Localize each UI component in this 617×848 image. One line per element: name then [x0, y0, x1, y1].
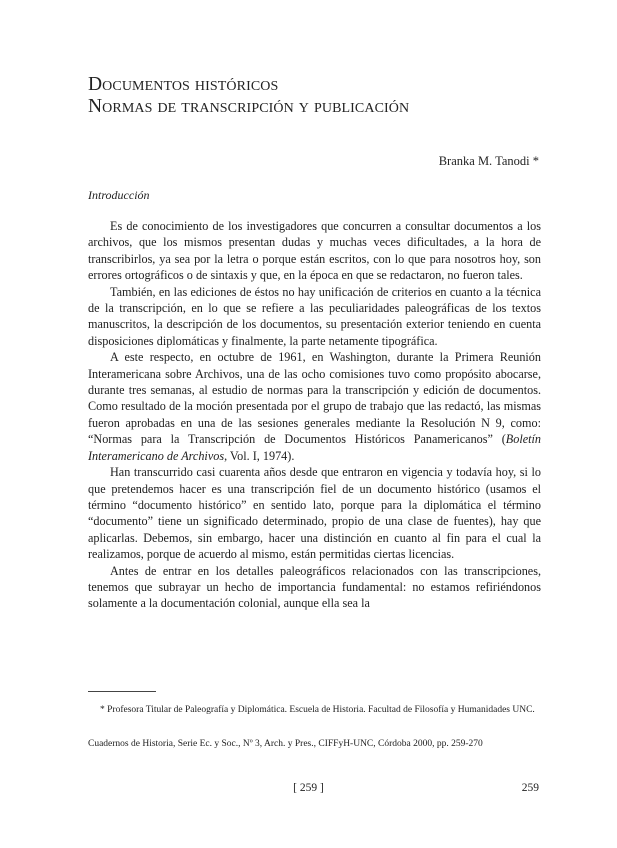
paragraph-3-end: , Vol. I, 1974).	[224, 448, 295, 463]
author-name: Branka M. Tanodi *	[438, 154, 539, 168]
footnote: * Profesora Titular de Paleografía y Diplomática. Escuela de Historia. Facultad de Filosofía y Humanidades UNC.	[100, 705, 535, 715]
title-line-2: Normas de transcripción y publicación	[88, 96, 410, 117]
paragraph-1: Es de conocimiento de los investigadores que concurren a consultar documentos a los archivos, que los mismos presentan dudas y muchas veces dificultades, a la hora de transcribirlos, ya sea por la letra o porque están escritos, con lo que para nosotros hoy, son errores ortográficos o de sintaxis y que, en la época en que se redactaron, no fueron tales.	[88, 219, 541, 283]
citation: Cuadernos de Historia, Serie Ec. y Soc., Nº 3, Arch. y Pres., CIFFyH-UNC, Córdoba 2000, pp. 259-270	[88, 739, 483, 749]
paragraph-5: Antes de entrar en los detalles paleográficos relacionados con las transcripciones, tenemos que subrayar un hecho de importancia fundamental: no estamos refiriéndonos solamente a la documentación colonial, aunque ella sea la	[88, 563, 541, 611]
page-number-bracketed: [ 259 ]	[293, 782, 324, 794]
paragraph-3	[88, 349, 541, 464]
article-body	[88, 218, 541, 612]
title-line-1: Documentos históricos	[88, 74, 279, 95]
article-title	[88, 74, 409, 118]
section-heading: Introducción	[88, 188, 150, 202]
paragraph-2: También, en las ediciones de éstos no hay unificación de criterios en cuanto a la técnica de la transcripción, en lo que se refiere a las peculiaridades paleográficas de los textos manuscritos, la descripción de los documentos, su presentación exterior teniendo en cuenta disposiciones diplomáticas y finalmente, la parte netamente tipográfica.	[88, 284, 541, 348]
page-number: 259	[521, 782, 539, 794]
paragraph-3-text: A este respecto, en octubre de 1961, en Washington, durante la Primera Reunión Interamericana sobre Archivos, una de las ocho comisiones tuvo como propósito abocarse, durante tres semanas, al estudio de normas para la transcripción y edición de documentos. Como resultado de la moción presentada por el grupo de trabajo que las redactó, las mismas fueron aprobadas en una de las sesiones generales mediante la Resolución N 9, como: “Normas para la Transcripción de Documentos Históricos Panamericanos” (	[88, 350, 541, 447]
footnote-divider	[88, 691, 156, 692]
paragraph-4: Han transcurrido casi cuarenta años desde que entraron en vigencia y todavía hoy, si lo que pretendemos hacer es una transcripción fiel de un documento histórico (usamos el término “documento histórico” en sentido lato, porque para la diplomática el término “documento” tiene un significado determinado, propio de una clase de fuentes), hay que aplicarlas. Debemos, sin embargo, hacer una distinción en cuanto al fin para el cual la realizamos, porque de acuerdo al mismo, están permitidas ciertas licencias.	[88, 465, 541, 562]
journal-title: Boletín Interamericano de Archivos	[88, 432, 541, 463]
